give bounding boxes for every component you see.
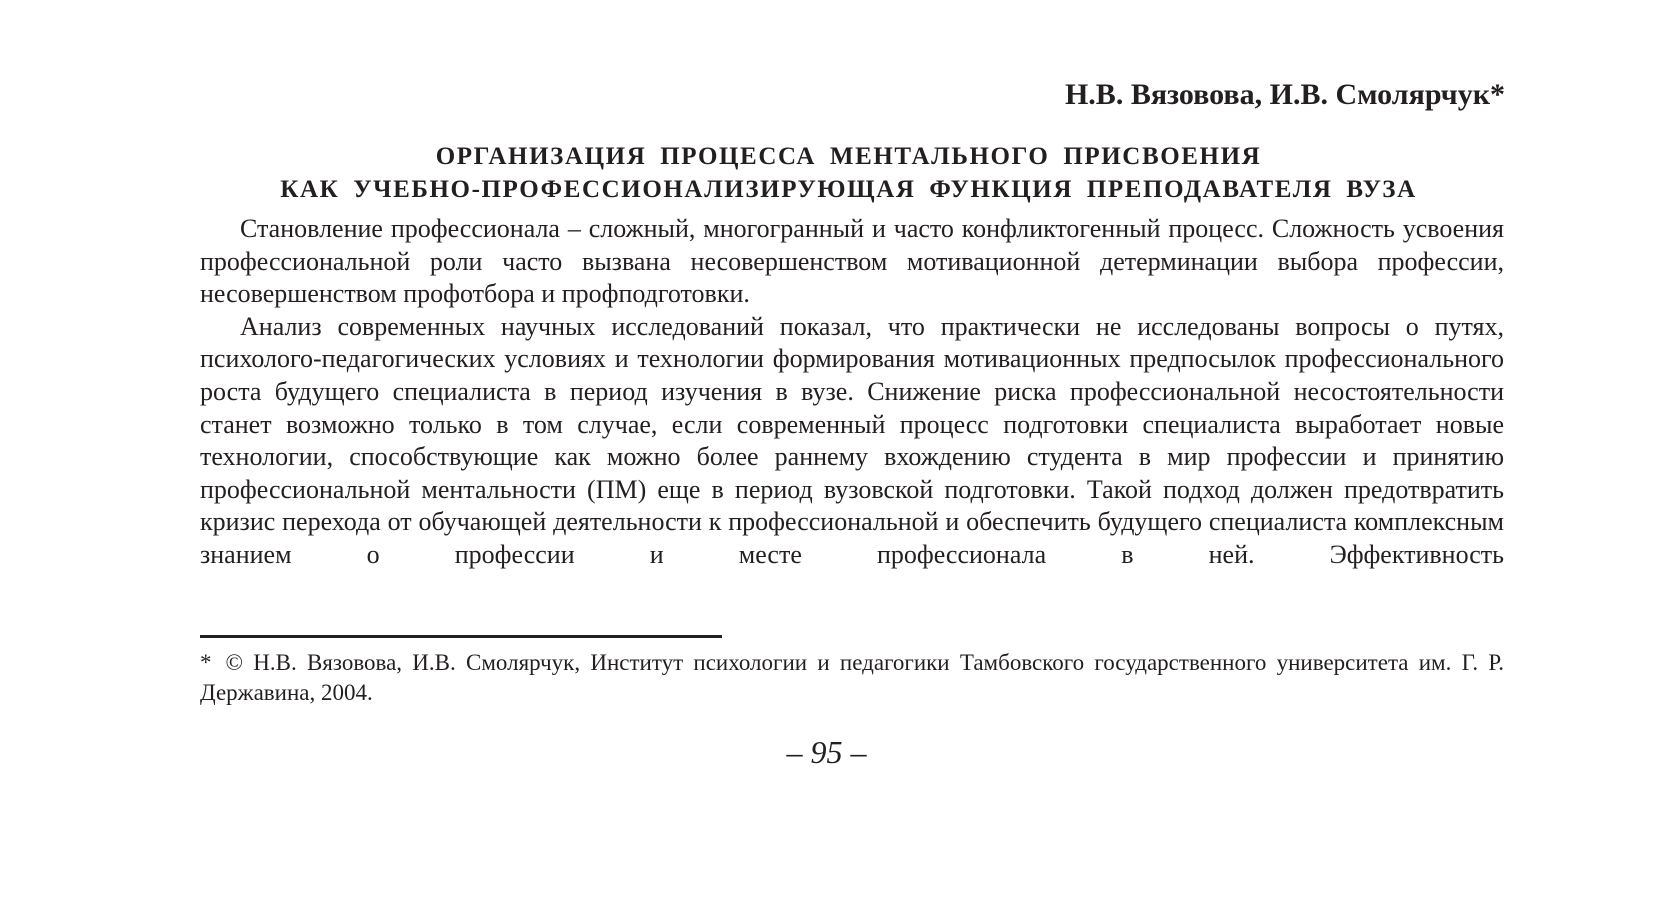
footnote-mark: *	[200, 650, 212, 675]
body-paragraph-1: Становление профессионала – сложный, многогранный и часто конфликтогенный процесс. Сложность усвоения профессиональной роли часто вызвана несовершенством мотивационной детерминации выбора профессии, несовершенством профотбора и профподготовки.	[200, 214, 1504, 309]
article-title-line-2: КАК УЧЕБНО-ПРОФЕССИОНАЛИЗИРУЮЩАЯ ФУНКЦИЯ ПРЕПОДАВАТЕЛЯ ВУЗА	[280, 176, 1417, 203]
article-title-line-1: ОРГАНИЗАЦИЯ ПРОЦЕССА МЕНТАЛЬНОГО ПРИСВОЕНИЯ	[435, 143, 1262, 170]
footnote	[200, 648, 1504, 708]
footnote-text: © Н.В. Вязовова, И.В. Смолярчук, Институт психологии и педагогики Тамбовского государственного университета им. Г. Р. Державина, 2004.	[200, 650, 1504, 705]
article-title	[190, 140, 1507, 206]
footnote-divider	[200, 635, 722, 638]
article-authors: Н.В. Вязовова, И.В. Смолярчук*	[1064, 78, 1505, 111]
body-paragraph-2: Анализ современных научных исследований показал, что практически не исследованы вопросы о путях, психолого-педагогических условиях и технологии формирования мотивационных предпосылок профессионального роста будущего специалиста в период изучения в вузе. Снижение риска профессиональной несостоятельности станет возможно только в том случае, если современный процесс подготовки специалиста выработает новые технологии, способствующие как можно более раннему вхождению студента в мир профессии и принятию профессиональной ментальности (ПМ) еще в период вузовской подготовки. Такой подход должен предотвратить кризис перехода от обучающей деятельности к профессиональной и обеспечить будущего специалиста комплексным знанием о профессии и месте профессионала в ней. Эффективность	[200, 311, 1504, 569]
page-number: – 95 –	[786, 734, 867, 770]
article-body	[200, 213, 1504, 572]
